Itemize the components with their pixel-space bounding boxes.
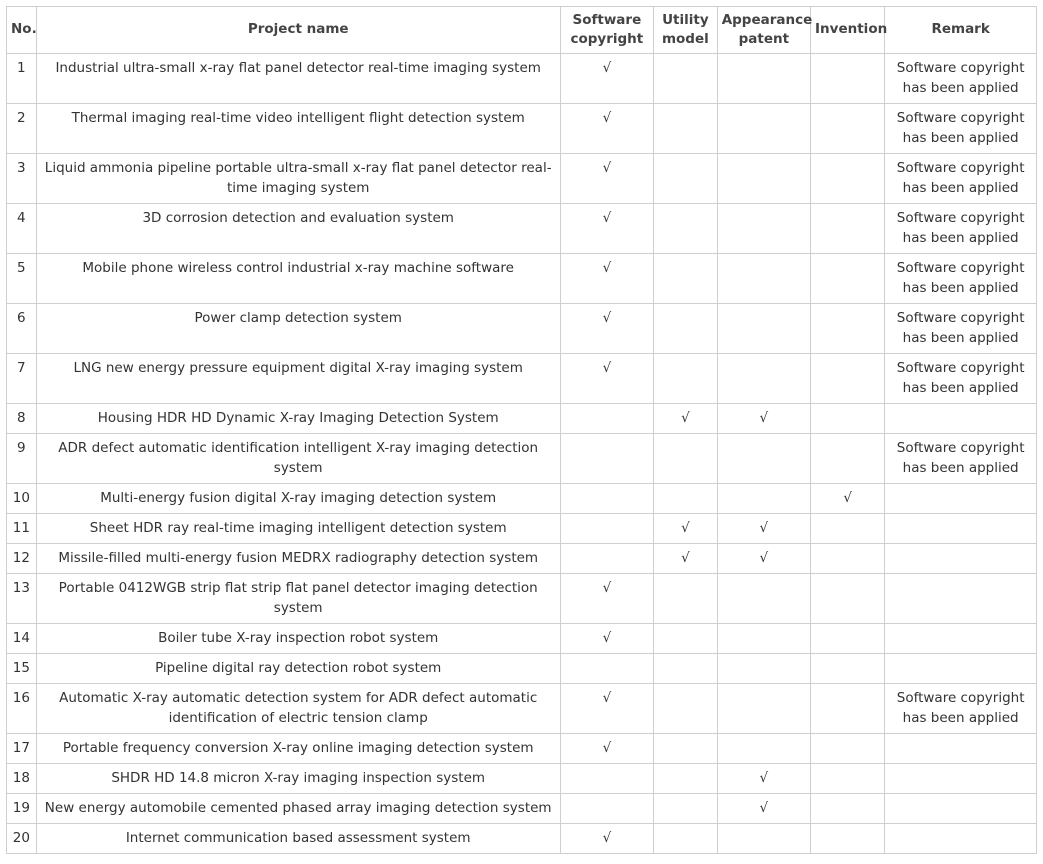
cell-utility-model: √ (654, 514, 718, 544)
header-utility-model: Utility model (654, 7, 718, 54)
cell-remark (885, 764, 1037, 794)
cell-no: 6 (7, 304, 37, 354)
cell-project-name: LNG new energy pressure equipment digital X-ray imaging system (36, 354, 560, 404)
cell-no: 12 (7, 544, 37, 574)
cell-remark: Software copyright has been applied (885, 304, 1037, 354)
cell-project-name: Pipeline digital ray detection robot system (36, 654, 560, 684)
cell-appearance-patent: √ (717, 764, 810, 794)
cell-remark: Software copyright has been applied (885, 354, 1037, 404)
table-header-row (7, 7, 1037, 54)
cell-appearance-patent (717, 824, 810, 854)
cell-project-name: Thermal imaging real-time video intelligent flight detection system (36, 104, 560, 154)
cell-no: 4 (7, 204, 37, 254)
table-row (7, 824, 1037, 854)
cell-utility-model (654, 794, 718, 824)
cell-invention (811, 354, 885, 404)
cell-invention (811, 104, 885, 154)
cell-project-name: New energy automobile cemented phased array imaging detection system (36, 794, 560, 824)
cell-invention (811, 574, 885, 624)
cell-project-name: Sheet HDR ray real-time imaging intelligent detection system (36, 514, 560, 544)
cell-appearance-patent (717, 104, 810, 154)
cell-invention (811, 434, 885, 484)
cell-utility-model (654, 484, 718, 514)
cell-project-name: Power clamp detection system (36, 304, 560, 354)
cell-invention (811, 514, 885, 544)
cell-appearance-patent: √ (717, 794, 810, 824)
cell-software-copyright: √ (560, 574, 653, 624)
cell-software-copyright: √ (560, 624, 653, 654)
cell-invention (811, 154, 885, 204)
cell-software-copyright (560, 484, 653, 514)
cell-remark (885, 514, 1037, 544)
cell-utility-model (654, 764, 718, 794)
cell-appearance-patent: √ (717, 544, 810, 574)
cell-project-name: Mobile phone wireless control industrial x-ray machine software (36, 254, 560, 304)
header-no: No. (7, 7, 37, 54)
cell-no: 16 (7, 684, 37, 734)
cell-no: 20 (7, 824, 37, 854)
cell-invention (811, 204, 885, 254)
cell-remark (885, 404, 1037, 434)
cell-no: 3 (7, 154, 37, 204)
cell-no: 17 (7, 734, 37, 764)
cell-invention (811, 654, 885, 684)
cell-software-copyright (560, 404, 653, 434)
table-row (7, 734, 1037, 764)
cell-software-copyright: √ (560, 734, 653, 764)
cell-utility-model (654, 304, 718, 354)
cell-project-name: Missile-filled multi-energy fusion MEDRX radiography detection system (36, 544, 560, 574)
cell-utility-model (654, 354, 718, 404)
cell-project-name: 3D corrosion detection and evaluation system (36, 204, 560, 254)
cell-appearance-patent (717, 54, 810, 104)
cell-utility-model (654, 624, 718, 654)
cell-project-name: Industrial ultra-small x-ray flat panel detector real-time imaging system (36, 54, 560, 104)
cell-utility-model (654, 254, 718, 304)
header-invention: Invention (811, 7, 885, 54)
cell-project-name: Portable frequency conversion X-ray online imaging detection system (36, 734, 560, 764)
header-software-copyright: Software copyright (560, 7, 653, 54)
header-appearance-patent: Appearance patent (717, 7, 810, 54)
cell-project-name: ADR defect automatic identification intelligent X-ray imaging detection system (36, 434, 560, 484)
cell-remark (885, 624, 1037, 654)
table-row (7, 204, 1037, 254)
cell-software-copyright (560, 794, 653, 824)
cell-appearance-patent (717, 654, 810, 684)
cell-invention (811, 544, 885, 574)
cell-software-copyright (560, 654, 653, 684)
table-row (7, 104, 1037, 154)
patent-table (6, 6, 1037, 854)
cell-remark: Software copyright has been applied (885, 154, 1037, 204)
cell-invention (811, 254, 885, 304)
cell-software-copyright: √ (560, 684, 653, 734)
table-row (7, 484, 1037, 514)
cell-appearance-patent (717, 434, 810, 484)
cell-utility-model (654, 154, 718, 204)
cell-software-copyright (560, 544, 653, 574)
table-row (7, 254, 1037, 304)
cell-project-name: Internet communication based assessment system (36, 824, 560, 854)
cell-utility-model (654, 824, 718, 854)
table-row (7, 354, 1037, 404)
cell-project-name: SHDR HD 14.8 micron X-ray imaging inspection system (36, 764, 560, 794)
cell-remark: Software copyright has been applied (885, 254, 1037, 304)
cell-software-copyright: √ (560, 304, 653, 354)
cell-utility-model (654, 204, 718, 254)
cell-appearance-patent (717, 154, 810, 204)
cell-software-copyright: √ (560, 254, 653, 304)
table-row (7, 764, 1037, 794)
header-remark: Remark (885, 7, 1037, 54)
table-row (7, 54, 1037, 104)
cell-remark (885, 574, 1037, 624)
cell-remark: Software copyright has been applied (885, 434, 1037, 484)
cell-utility-model (654, 684, 718, 734)
cell-software-copyright: √ (560, 204, 653, 254)
cell-utility-model (654, 104, 718, 154)
cell-no: 19 (7, 794, 37, 824)
cell-remark (885, 824, 1037, 854)
cell-utility-model (654, 654, 718, 684)
table-row (7, 574, 1037, 624)
cell-invention (811, 794, 885, 824)
cell-appearance-patent (717, 354, 810, 404)
table-row (7, 544, 1037, 574)
table-row (7, 794, 1037, 824)
cell-software-copyright: √ (560, 104, 653, 154)
cell-no: 7 (7, 354, 37, 404)
cell-project-name: Liquid ammonia pipeline portable ultra-small x-ray flat panel detector real-time imaging system (36, 154, 560, 204)
cell-appearance-patent (717, 204, 810, 254)
cell-utility-model (654, 434, 718, 484)
cell-remark: Software copyright has been applied (885, 204, 1037, 254)
table-row (7, 404, 1037, 434)
cell-invention: √ (811, 484, 885, 514)
table-row (7, 304, 1037, 354)
cell-utility-model (654, 54, 718, 104)
cell-no: 5 (7, 254, 37, 304)
cell-remark (885, 654, 1037, 684)
cell-appearance-patent (717, 484, 810, 514)
cell-invention (811, 304, 885, 354)
cell-appearance-patent (717, 254, 810, 304)
cell-software-copyright: √ (560, 154, 653, 204)
table-row (7, 514, 1037, 544)
cell-no: 2 (7, 104, 37, 154)
cell-project-name: Boiler tube X-ray inspection robot system (36, 624, 560, 654)
cell-software-copyright (560, 434, 653, 484)
cell-software-copyright (560, 764, 653, 794)
cell-no: 15 (7, 654, 37, 684)
cell-remark: Software copyright has been applied (885, 684, 1037, 734)
cell-appearance-patent (717, 574, 810, 624)
cell-appearance-patent (717, 734, 810, 764)
cell-utility-model (654, 734, 718, 764)
header-project-name: Project name (36, 7, 560, 54)
cell-project-name: Multi-energy fusion digital X-ray imaging detection system (36, 484, 560, 514)
cell-software-copyright: √ (560, 354, 653, 404)
cell-appearance-patent (717, 684, 810, 734)
cell-no: 9 (7, 434, 37, 484)
cell-appearance-patent: √ (717, 514, 810, 544)
cell-appearance-patent (717, 304, 810, 354)
cell-utility-model (654, 574, 718, 624)
cell-no: 13 (7, 574, 37, 624)
cell-appearance-patent (717, 624, 810, 654)
cell-no: 11 (7, 514, 37, 544)
cell-invention (811, 734, 885, 764)
cell-remark (885, 794, 1037, 824)
cell-utility-model: √ (654, 544, 718, 574)
cell-invention (811, 824, 885, 854)
table-row (7, 624, 1037, 654)
cell-invention (811, 624, 885, 654)
cell-remark (885, 734, 1037, 764)
table-row (7, 684, 1037, 734)
table-row (7, 154, 1037, 204)
cell-project-name: Portable 0412WGB strip flat strip flat panel detector imaging detection system (36, 574, 560, 624)
cell-invention (811, 404, 885, 434)
cell-software-copyright: √ (560, 824, 653, 854)
cell-invention (811, 54, 885, 104)
table-row (7, 654, 1037, 684)
cell-no: 18 (7, 764, 37, 794)
cell-no: 1 (7, 54, 37, 104)
cell-no: 14 (7, 624, 37, 654)
cell-project-name: Housing HDR HD Dynamic X-ray Imaging Detection System (36, 404, 560, 434)
cell-remark (885, 484, 1037, 514)
cell-remark: Software copyright has been applied (885, 54, 1037, 104)
cell-invention (811, 684, 885, 734)
cell-remark (885, 544, 1037, 574)
cell-project-name: Automatic X-ray automatic detection system for ADR defect automatic identification of electric tension clamp (36, 684, 560, 734)
cell-utility-model: √ (654, 404, 718, 434)
cell-no: 8 (7, 404, 37, 434)
cell-invention (811, 764, 885, 794)
table-row (7, 434, 1037, 484)
cell-software-copyright: √ (560, 54, 653, 104)
cell-appearance-patent: √ (717, 404, 810, 434)
cell-no: 10 (7, 484, 37, 514)
cell-remark: Software copyright has been applied (885, 104, 1037, 154)
cell-software-copyright (560, 514, 653, 544)
